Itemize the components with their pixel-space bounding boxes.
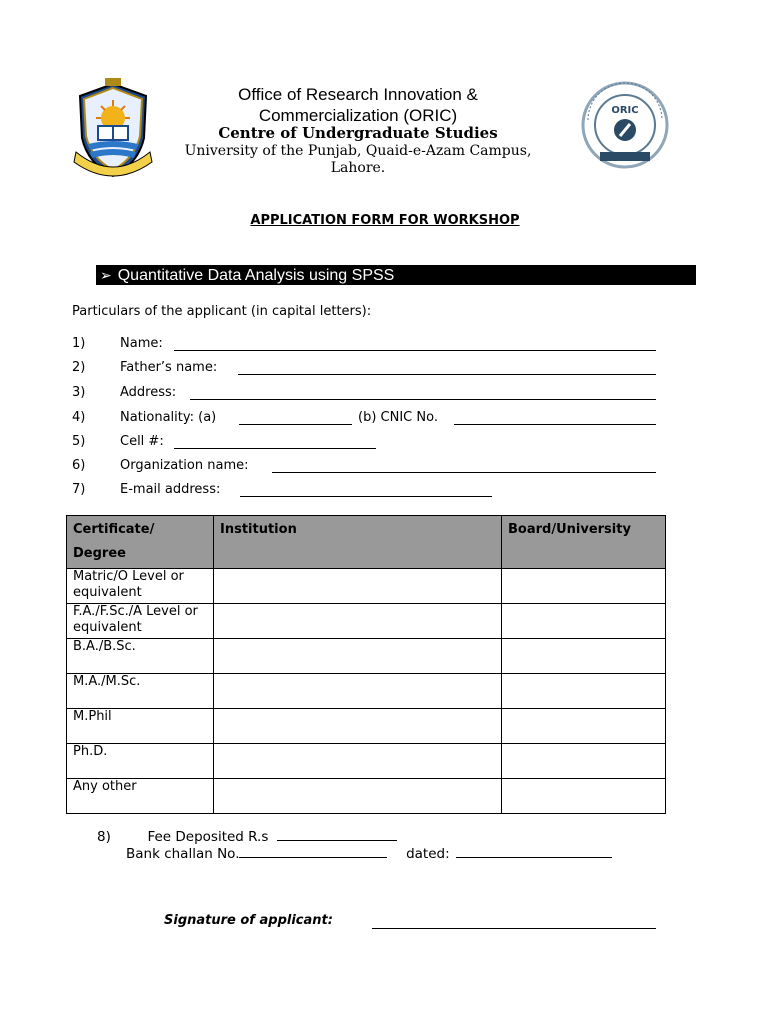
field-address: 3) Address: (72, 385, 672, 403)
father-name-blank[interactable] (238, 360, 656, 375)
board-cell[interactable] (502, 604, 666, 639)
particulars-heading: Particulars of the applicant (in capital letters): (72, 304, 372, 319)
fee-label: Fee Deposited R.s (147, 829, 269, 845)
name-label: Name: (120, 336, 163, 351)
institution-cell[interactable] (214, 779, 502, 814)
field-cell: 5) Cell #: (72, 434, 672, 452)
address-label: Address: (120, 385, 177, 400)
table-row (67, 709, 666, 744)
address-blank[interactable] (190, 385, 656, 400)
signature-blank[interactable] (372, 914, 656, 929)
header-certificate-degree: Certificate/ Degree (67, 516, 214, 569)
board-cell[interactable] (502, 569, 666, 604)
field-nationality: 4) Nationality: (a) (b) CNIC No. (72, 410, 672, 428)
organization-label: Organization name: (120, 458, 249, 473)
header-board-university: Board/University (502, 516, 666, 569)
fee-line (97, 828, 397, 845)
fee-number: 8) (97, 829, 111, 845)
father-name-label: Father’s name: (120, 360, 218, 375)
organization-blank[interactable] (272, 458, 656, 473)
nationality-blank[interactable] (239, 410, 352, 425)
header-university-line2: Lahore. (330, 160, 386, 176)
name-blank[interactable] (174, 336, 656, 351)
institution-cell[interactable] (214, 604, 502, 639)
challan-line (126, 845, 612, 862)
institution-cell[interactable] (214, 569, 502, 604)
field-email: 7) E-mail address: (72, 482, 672, 500)
challan-label: Bank challan No. (126, 846, 240, 862)
degree-cell: Ph.D. (67, 744, 214, 779)
table-row (67, 744, 666, 779)
table-row (67, 569, 666, 604)
arrow-bullet-icon: ➢ (100, 267, 112, 283)
institution-cell[interactable] (214, 639, 502, 674)
cell-blank[interactable] (174, 434, 376, 449)
table-header-row (67, 516, 666, 569)
institution-cell[interactable] (214, 744, 502, 779)
cnic-blank[interactable] (454, 410, 656, 425)
degree-cell: F.A./F.Sc./A Level or equivalent (67, 604, 214, 639)
header-title-line1: Office of Research Innovation & (238, 85, 478, 104)
fee-blank[interactable] (277, 828, 397, 841)
table-row (67, 639, 666, 674)
table-row (67, 674, 666, 709)
email-label: E-mail address: (120, 482, 221, 497)
oric-logo (580, 80, 670, 172)
institution-cell[interactable] (214, 674, 502, 709)
institution-cell[interactable] (214, 709, 502, 744)
dated-blank[interactable] (456, 845, 612, 858)
field-father-name: 2) Father’s name: (72, 360, 672, 378)
education-table (66, 515, 666, 814)
degree-cell: B.A./B.Sc. (67, 639, 214, 674)
degree-cell: Matric/O Level or equivalent (67, 569, 214, 604)
header-university-line1: University of the Punjab, Quaid-e-Azam Campus, (184, 143, 532, 159)
challan-blank[interactable] (239, 845, 387, 858)
degree-cell: Any other (67, 779, 214, 814)
svg-text:ORIC: ORIC (611, 105, 639, 116)
workshop-banner (96, 265, 696, 285)
field-name: 1) Name: (72, 336, 672, 354)
board-cell[interactable] (502, 779, 666, 814)
signature-label: Signature of applicant: (164, 913, 333, 928)
board-cell[interactable] (502, 674, 666, 709)
cell-label: Cell #: (120, 434, 164, 449)
workshop-title: Quantitative Data Analysis using SPSS (117, 267, 395, 284)
cnic-label: (b) CNIC No. (358, 410, 438, 425)
board-cell[interactable] (502, 639, 666, 674)
field-organization: 6) Organization name: (72, 458, 672, 476)
board-cell[interactable] (502, 744, 666, 779)
table-row (67, 779, 666, 814)
degree-cell: M.Phil (67, 709, 214, 744)
board-cell[interactable] (502, 709, 666, 744)
email-blank[interactable] (240, 482, 492, 497)
header-centre: Centre of Undergraduate Studies (218, 124, 498, 142)
header-title-line2: Commercialization (ORIC) (258, 106, 458, 125)
dated-label: dated: (406, 846, 450, 862)
form-title: APPLICATION FORM FOR WORKSHOP (250, 213, 520, 228)
table-row (67, 604, 666, 639)
header-institution: Institution (214, 516, 502, 569)
degree-cell: M.A./M.Sc. (67, 674, 214, 709)
nationality-label: Nationality: (a) (120, 410, 217, 425)
